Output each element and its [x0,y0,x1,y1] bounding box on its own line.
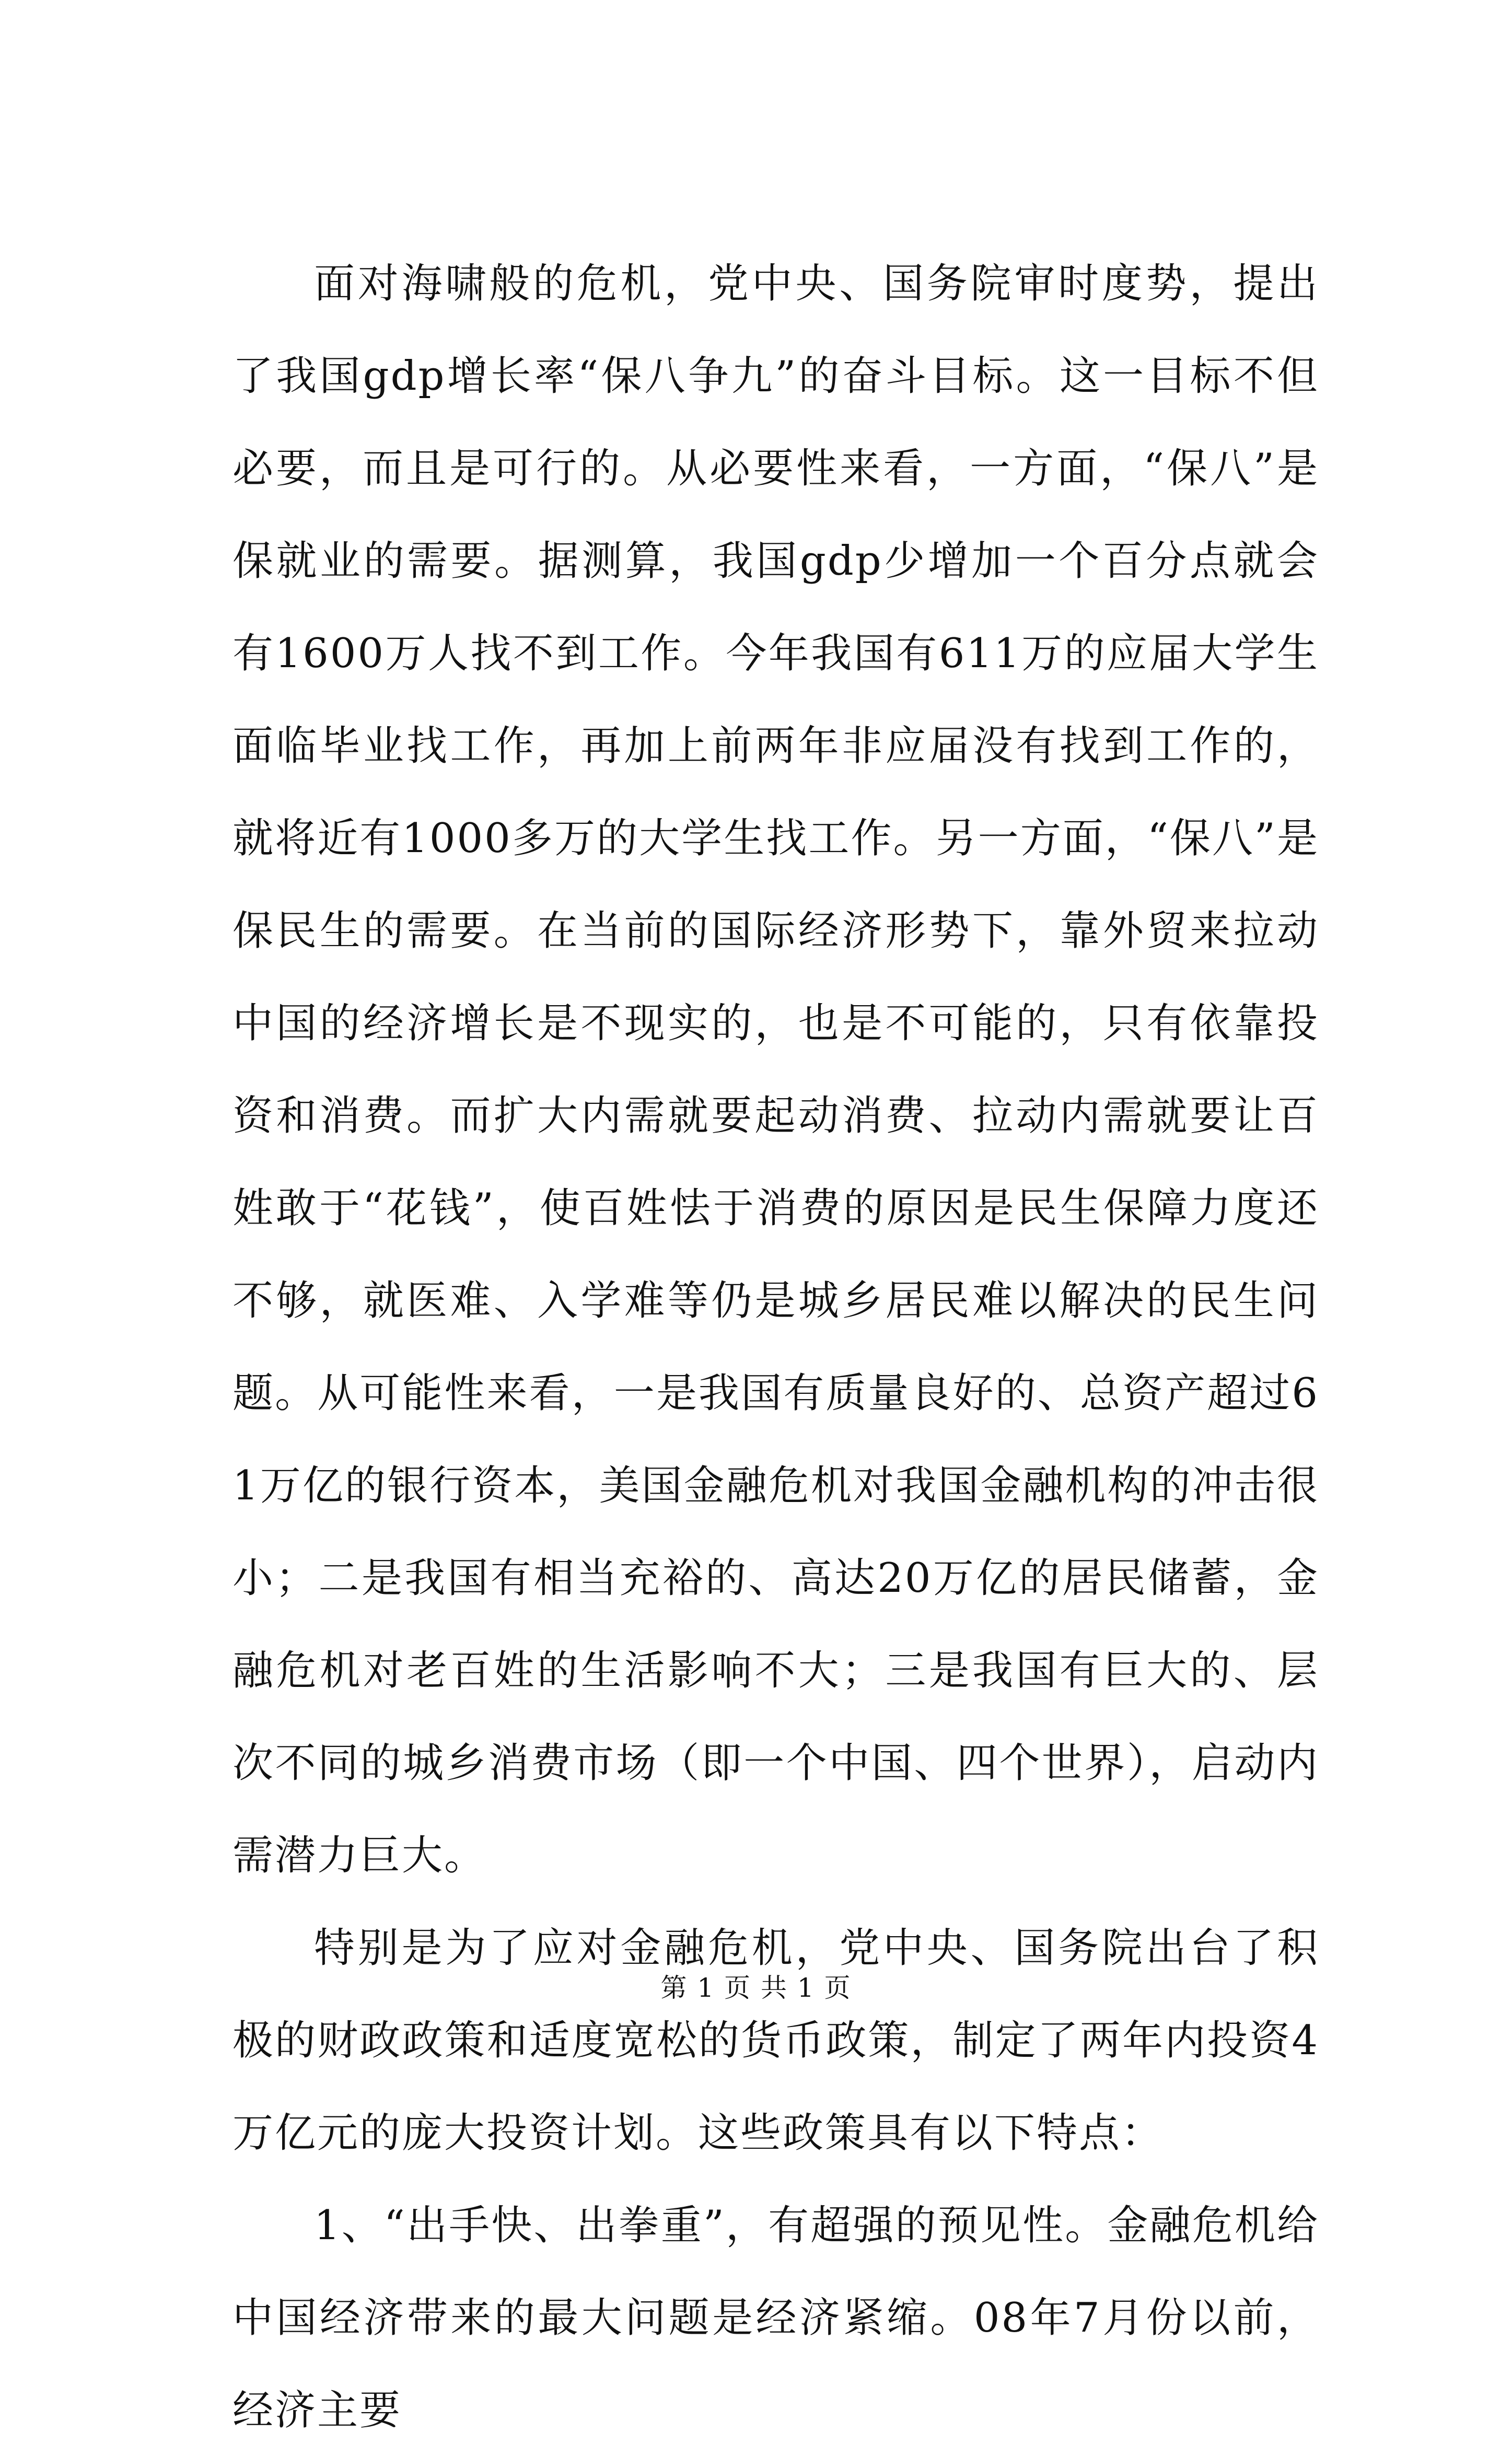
paragraph: 特别是为了应对金融危机，党中央、国务院出台了积极的财政政策和适度宽松的货币政策，制定了两年内投资4万亿元的庞大投资计划。这些政策具有以下特点： [232,1925,1319,2157]
paragraph: 面对海啸般的危机，党中央、国务院审时度势，提出了我国gdp增长率“保八争九”的奋斗目标。这一目标不但必要，而且是可行的。从必要性来看，一方面，“保八”是保就业的需要。据测算，我国gdp少增加一个百分点就会有1600万人找不到工作。今年我国有611万的应届大学生面临毕业找工作，再加上前两年非应届没有找到工作的，就将近有1000多万的大学生找工作。另一方面，“保八”是保民生的需要。在当前的国际经济形势下，靠外贸来拉动中国的经济增长是不现实的，也是不可能的，只有依靠投资和消费。而扩大内需就要起动消费、拉动内需就要让百姓敢于“花钱”，使百姓怯于消费的原因是民生保障力度还不够，就医难、入学难等仍是城乡居民难以解决的民生问题。从可能性来看，一是我国有质量良好的、总资产超过61万亿的银行资本，美国金融危机对我国金融机构的冲击很小；二是我国有相当充裕的、高达20万亿的居民储蓄，金融危机对老百姓的生活影响不大；三是我国有巨大的、层次不同的城乡消费市场（即一个中国、四个世界），启动内需潜力巨大。 [232,260,1319,1879]
paragraph: 1、“出手快、出拳重”，有超强的预见性。金融危机给中国经济带来的最大问题是经济紧缩。08年7月份以前，经济主要 [232,2202,1319,2434]
document-body [232,238,1319,2457]
page-footer: 第 1 页 共 1 页 [660,1973,852,2003]
